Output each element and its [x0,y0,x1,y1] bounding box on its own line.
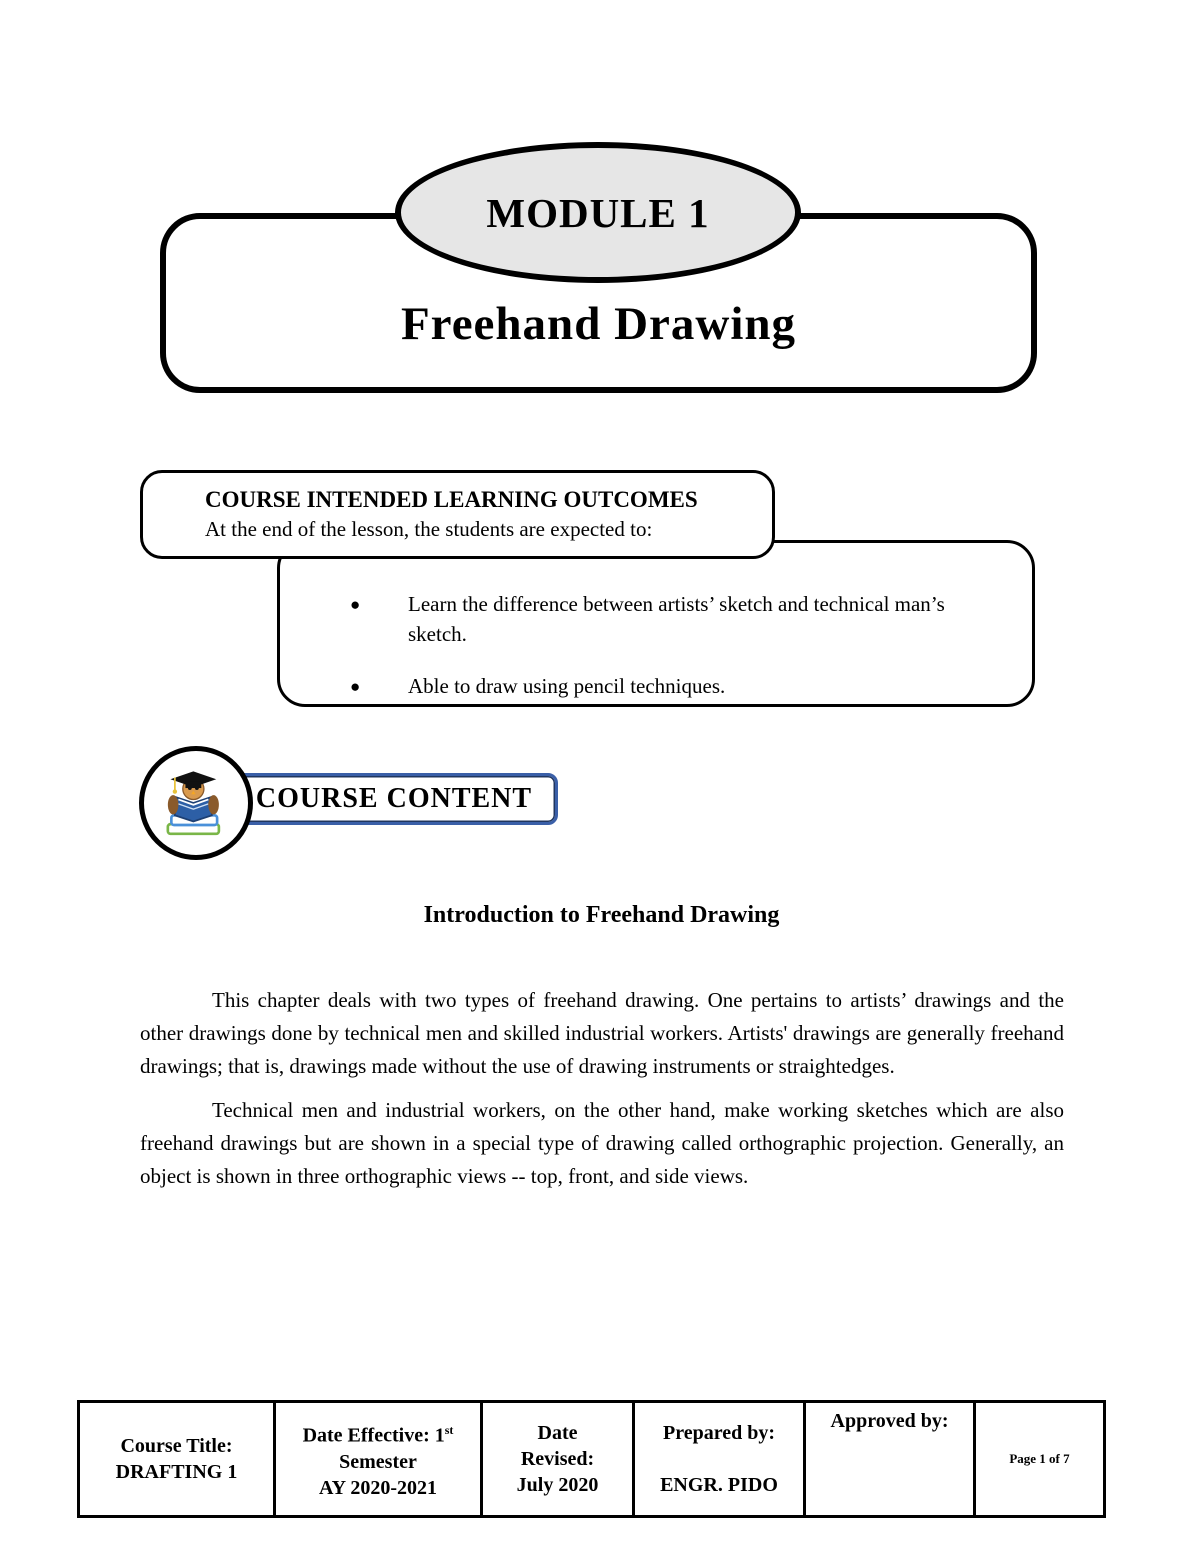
module-title: Freehand Drawing [400,298,797,350]
date-revised-label-1: Date [537,1422,578,1444]
course-content-icon-badge [139,746,253,860]
module-badge-label: MODULE 1 [486,189,710,236]
prepared-by-cell [634,1402,805,1517]
course-content-label-box [230,773,558,825]
scholar-reading-book-icon [152,759,240,847]
ordinal-suffix: st [444,1423,454,1438]
page-number-cell [975,1402,1105,1517]
list-item [350,671,977,701]
paragraph: Technical men and industrial workers, on the other hand, make working sketches which are also freehand drawings but are shown in a special type of drawing called orthographic projection. Generally, an object is shown in three orthographic views -- top, front, and side views. [140,1098,1064,1188]
learning-outcomes-list [280,543,1032,701]
course-title-cell [79,1402,275,1517]
learning-outcomes-subheading: At the end of the lesson, the students are expected to: [205,517,653,541]
document-footer-table [77,1400,1106,1518]
learning-outcomes-heading: COURSE INTENDED LEARNING OUTCOMES [205,487,698,512]
bullet-icon: ● [350,677,361,696]
course-content-label: COURSE CONTENT [255,783,533,814]
learning-outcomes-list-box [277,540,1035,707]
page-number: Page 1 of 7 [1009,1451,1070,1466]
course-title-label: Course Title: [120,1435,233,1457]
date-revised-cell [482,1402,634,1517]
section-heading: Introduction to Freehand Drawing [423,902,780,928]
table-row [79,1402,1105,1517]
outcome-text: Learn the difference between artists’ sketch and technical man’s sketch. [408,592,945,646]
date-effective-year: AY 2020-2021 [319,1476,437,1499]
module-badge [395,142,801,283]
outcome-text: Able to draw using pencil techniques. [408,674,726,698]
course-title-value: DRAFTING 1 [115,1461,238,1483]
learning-outcomes-header-box [140,470,775,559]
body-text [140,984,1064,1204]
date-effective-cell [275,1402,482,1517]
date-effective-line [278,1417,478,1449]
approved-by-label: Approved by: [830,1410,949,1432]
bullet-icon: ● [350,595,361,614]
prepared-by-value: ENGR. PIDO [660,1474,778,1496]
date-revised-value: July 2020 [516,1474,599,1496]
list-item [350,589,977,649]
date-effective-semester: Semester [339,1450,417,1473]
signature-space [637,1446,801,1472]
paragraph: This chapter deals with two types of freehand drawing. One pertains to artists’ drawings and the other drawings done by technical men and skilled industrial workers. Artists' drawings are generally freehand drawings; that is, drawings made without the use of drawing instruments or straightedges. [140,988,1064,1078]
date-revised-label-2: Revised: [520,1448,595,1470]
date-effective-label: Date Effective: 1 [302,1424,445,1447]
approved-by-cell [805,1402,975,1517]
prepared-by-label: Prepared by: [662,1422,776,1444]
